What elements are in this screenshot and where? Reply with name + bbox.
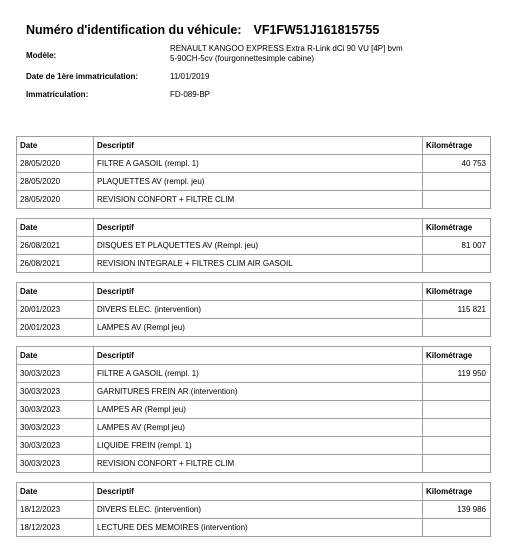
table-row — [17, 365, 491, 383]
cell-descriptif: REVISION INTEGRALE + FILTRES CLIM AIR GASOIL — [94, 255, 423, 273]
column-header-date: Date — [17, 137, 94, 155]
service-table — [16, 346, 491, 473]
cell-descriptif: DISQUES ET PLAQUETTES AV (Rempl. jeu) — [94, 237, 423, 255]
column-header-date: Date — [17, 347, 94, 365]
table-row — [17, 501, 491, 519]
table-row — [17, 319, 491, 337]
table-row — [17, 191, 491, 209]
table-row — [17, 255, 491, 273]
cell-date: 30/03/2023 — [17, 365, 94, 383]
column-header-descriptif: Descriptif — [94, 347, 423, 365]
column-header-date: Date — [17, 283, 94, 301]
table-row — [17, 173, 491, 191]
plate-label: Immatriculation: — [26, 90, 89, 99]
first-registration-label: Date de 1ère immatriculation: — [26, 72, 139, 81]
cell-kilometrage — [423, 455, 491, 473]
cell-descriptif: PLAQUETTES AV (rempl. jeu) — [94, 173, 423, 191]
model-line-1: RENAULT KANGOO EXPRESS Extra R-Link dCi 90 VU [4P] bvm — [170, 44, 403, 53]
table-row — [17, 155, 491, 173]
cell-date: 18/12/2023 — [17, 501, 94, 519]
vehicle-info — [26, 44, 496, 108]
cell-descriptif: DIVERS ELEC. (intervention) — [94, 301, 423, 319]
document-title — [26, 23, 379, 37]
table-row — [17, 401, 491, 419]
table-header-row — [17, 347, 491, 365]
service-table — [16, 218, 491, 273]
column-header-kilometrage: Kilométrage — [423, 219, 491, 237]
cell-kilometrage — [423, 319, 491, 337]
first-registration-value: 11/01/2019 — [170, 72, 210, 81]
cell-date: 28/05/2020 — [17, 173, 94, 191]
cell-descriptif: DIVERS ELEC. (intervention) — [94, 501, 423, 519]
cell-date: 26/08/2021 — [17, 237, 94, 255]
table-row — [17, 301, 491, 319]
table-row — [17, 383, 491, 401]
cell-kilometrage: 119 950 — [423, 365, 491, 383]
cell-date: 30/03/2023 — [17, 455, 94, 473]
service-history — [16, 136, 490, 546]
model-label: Modèle: — [26, 51, 57, 60]
table-header-row — [17, 283, 491, 301]
cell-kilometrage — [423, 255, 491, 273]
column-header-date: Date — [17, 483, 94, 501]
cell-descriptif: LAMPES AV (Rempl jeu) — [94, 419, 423, 437]
cell-kilometrage: 40 753 — [423, 155, 491, 173]
table-row — [17, 237, 491, 255]
cell-kilometrage — [423, 173, 491, 191]
title-label: Numéro d'identification du véhicule: — [26, 23, 242, 37]
cell-descriptif: LAMPES AV (Rempl jeu) — [94, 319, 423, 337]
plate-value: FD-089-BP — [170, 90, 211, 99]
table-row — [17, 519, 491, 537]
cell-date: 20/01/2023 — [17, 319, 94, 337]
cell-date: 30/03/2023 — [17, 383, 94, 401]
cell-kilometrage: 139 986 — [423, 501, 491, 519]
cell-descriptif: REVISION CONFORT + FILTRE CLIM — [94, 191, 423, 209]
cell-date: 28/05/2020 — [17, 155, 94, 173]
cell-date: 20/01/2023 — [17, 301, 94, 319]
cell-date: 18/12/2023 — [17, 519, 94, 537]
table-header-row — [17, 137, 491, 155]
cell-descriptif: FILTRE A GASOIL (rempl. 1) — [94, 155, 423, 173]
table-header-row — [17, 483, 491, 501]
cell-date: 30/03/2023 — [17, 401, 94, 419]
table-header-row — [17, 219, 491, 237]
service-table — [16, 282, 491, 337]
column-header-descriptif: Descriptif — [94, 483, 423, 501]
column-header-kilometrage: Kilométrage — [423, 283, 491, 301]
cell-date: 26/08/2021 — [17, 255, 94, 273]
table-row — [17, 437, 491, 455]
cell-kilometrage — [423, 519, 491, 537]
cell-date: 30/03/2023 — [17, 437, 94, 455]
column-header-kilometrage: Kilométrage — [423, 483, 491, 501]
table-row — [17, 455, 491, 473]
column-header-descriptif: Descriptif — [94, 283, 423, 301]
cell-descriptif: LIQUIDE FREIN (rempl. 1) — [94, 437, 423, 455]
cell-kilometrage — [423, 191, 491, 209]
cell-kilometrage — [423, 437, 491, 455]
column-header-kilometrage: Kilométrage — [423, 347, 491, 365]
vin-value: VF1FW51J161815755 — [253, 23, 380, 37]
column-header-kilometrage: Kilométrage — [423, 137, 491, 155]
cell-date: 30/03/2023 — [17, 419, 94, 437]
cell-descriptif: LECTURE DES MEMOIRES (intervention) — [94, 519, 423, 537]
cell-descriptif: REVISION CONFORT + FILTRE CLIM — [94, 455, 423, 473]
cell-descriptif: FILTRE A GASOIL (rempl. 1) — [94, 365, 423, 383]
model-row — [26, 44, 496, 64]
table-row — [17, 419, 491, 437]
cell-descriptif: LAMPES AR (Rempl jeu) — [94, 401, 423, 419]
cell-kilometrage: 115 821 — [423, 301, 491, 319]
cell-kilometrage — [423, 383, 491, 401]
cell-descriptif: GARNITURES FREIN AR (intervention) — [94, 383, 423, 401]
cell-kilometrage — [423, 419, 491, 437]
service-table — [16, 482, 491, 537]
plate-row — [26, 90, 496, 100]
cell-kilometrage — [423, 401, 491, 419]
service-table — [16, 136, 491, 209]
first-registration-row — [26, 72, 496, 82]
model-line-2: 5-90CH-5cv (fourgonnettesimple cabine) — [170, 54, 315, 63]
cell-kilometrage: 81 007 — [423, 237, 491, 255]
column-header-descriptif: Descriptif — [94, 137, 423, 155]
model-value — [170, 44, 480, 64]
column-header-descriptif: Descriptif — [94, 219, 423, 237]
cell-date: 28/05/2020 — [17, 191, 94, 209]
column-header-date: Date — [17, 219, 94, 237]
